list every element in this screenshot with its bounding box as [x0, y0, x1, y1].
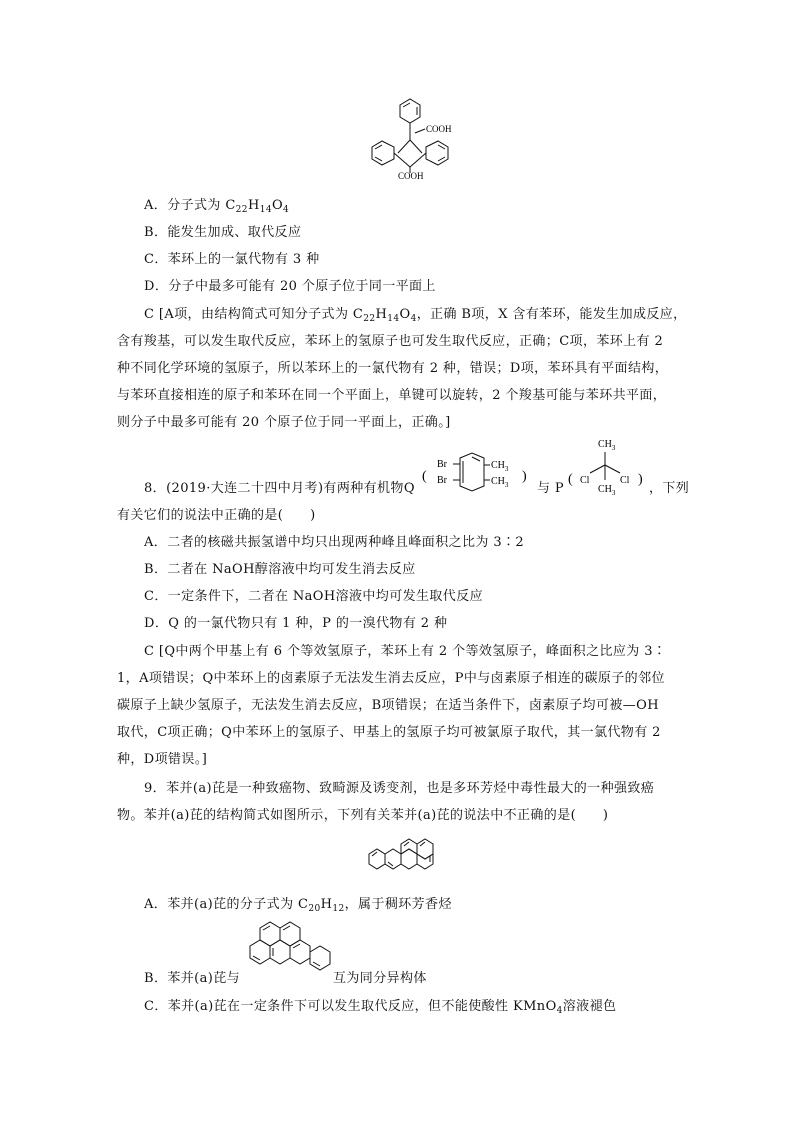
q9-stem-line-2: 物。苯并(a)芘的结构简式如图所示，下列有关苯并(a)芘的说法中不正确的是( ) — [117, 808, 609, 823]
p-cl-label-1: Cl — [580, 475, 590, 486]
q7-answer-line-4: 与苯环直接相连的原子和苯环在同一个平面上，单键可以旋转，2 个羧基可能与苯环共平面， — [117, 388, 667, 403]
q8-stem-line-2: 有关它们的说法中正确的是( ) — [117, 508, 316, 523]
q8-answer-line-4: 取代，C项正确；Q中苯环上的氢原子、甲基上的氢原子均可被氯原子取代，其一氯代物有 2 — [117, 725, 661, 740]
q7-option-c: C．苯环上的一氯代物有 3 种 — [144, 252, 320, 267]
q8-option-b: B．二者在 NaOH醇溶液中均可发生消去反应 — [144, 562, 416, 577]
q-right-paren: ) — [522, 469, 527, 484]
p-ch3-top-label: $CH_3$ — [598, 439, 616, 452]
q9-option-a: A．苯并(a)芘的分子式为 $C_{20}H_{12}$，属于稠环芳香烃 — [144, 897, 452, 914]
p-cl-label-2: Cl — [620, 475, 630, 486]
q9-option-b-suffix: 互为同分异构体 — [333, 971, 427, 986]
q-br-label-1: Br — [437, 459, 447, 470]
q8-stem-part-3: ，下列 — [649, 481, 690, 496]
cooh-bottom-label: COOH — [398, 171, 424, 180]
q9-option-b-prefix: B．苯并(a)芘与 — [144, 971, 241, 986]
q7-answer-line-2: 含有羧基，可以发生取代反应，苯环上的氢原子也可发生取代反应，正确；C项，苯环上有 2 — [117, 334, 664, 349]
q8-option-c: C．一定条件下，二者在 NaOH溶液中均可发生取代反应 — [144, 589, 483, 604]
q8-stem-part-2: 与 P — [537, 481, 565, 496]
q8-compound-q-figure — [422, 452, 532, 496]
q7-answer-line-5: 则分子中最多可能有 20 个原子位于同一平面上，正确。] — [117, 415, 451, 430]
q8-answer-line-2: 1，A项错误；Q中苯环上的卤素原子无法发生消去反应，P中与卤素原子相连的碳原子的邻位 — [117, 671, 665, 686]
q-br-label-2: Br — [437, 475, 447, 486]
cooh-top-label: COOH — [426, 124, 452, 134]
q7-answer-line-3: 种不同化学环境的氢原子，所以苯环上的一氯代物有 2 种，错误；D项，苯环具有平面结构， — [117, 361, 669, 376]
p-left-paren: ( — [568, 472, 573, 487]
q8-compound-p-figure — [568, 435, 648, 495]
q8-answer-line-3: 碳原子上缺少氢原子，无法发生消去反应，B项错误；在适当条件下，卤素原子均可被—OH — [117, 698, 659, 713]
q8-stem-part-1: 8．(2019·大连二十四中月考)有两种有机物Q — [144, 481, 415, 496]
q9-option-b-isomer-figure — [240, 918, 332, 980]
q8-answer-line-1: C [Q中两个甲基上有 6 个等效氢原子，苯环上有 2 个等效氢原子，峰面积之比应为 3∶ — [144, 644, 667, 659]
q8-option-a: A．二者的核磁共振氢谱中均只出现两种峰且峰面积之比为 3∶2 — [144, 535, 525, 550]
p-right-paren: ) — [638, 472, 643, 487]
q9-option-c: C．苯并(a)芘在一定条件下可以发生取代反应，但不能使酸性 KMnO$_4$溶液褪色 — [144, 999, 617, 1016]
q7-option-d: D．分子中最多可能有 20 个原子位于同一平面上 — [144, 279, 436, 294]
q9-benzopyrene-figure — [365, 828, 460, 880]
q-ch3-label-1: $CH_3$ — [491, 460, 509, 473]
q7-option-b: B．能发生加成、取代反应 — [144, 225, 302, 240]
p-ch3-bottom-label: $CH_3$ — [598, 484, 616, 495]
q-ch3-label-2: $CH_3$ — [491, 476, 509, 489]
q7-structure-figure — [360, 95, 470, 180]
q-left-paren: ( — [422, 469, 427, 484]
q8-answer-line-5: 种，D项错误。] — [117, 752, 208, 767]
q7-answer-line-1: C [A项，由结构简式可知分子式为 $C_{22}H_{14}O_4$，正确 B项，X 含有苯环，能发生加成反应， — [144, 307, 687, 324]
q8-option-d: D．Q 的一氯代物只有 1 种，P 的一溴代物有 2 种 — [144, 616, 448, 631]
q7-option-a: A．分子式为 $C_{22}H_{14}O_4$ — [144, 198, 290, 215]
q9-stem-line-1: 9．苯并(a)芘是一种致癌物、致畸源及诱变剂，也是多环芳烃中毒性最大的一种强致癌 — [144, 781, 655, 796]
